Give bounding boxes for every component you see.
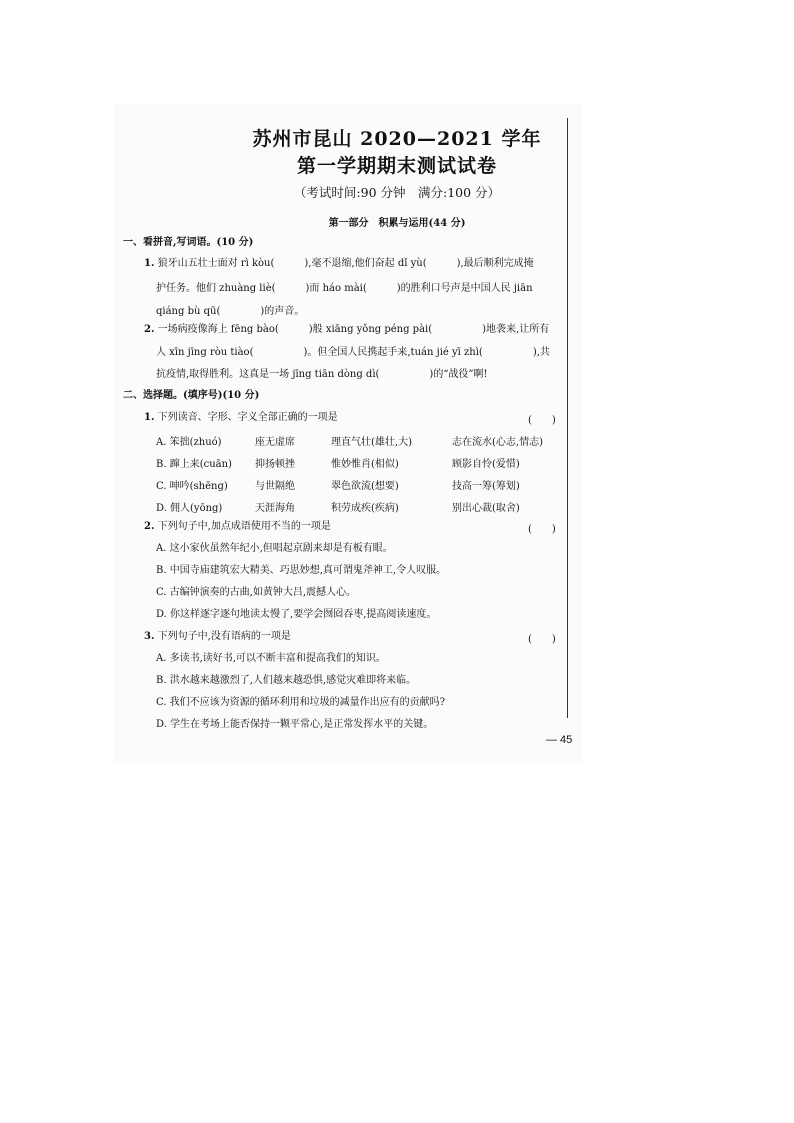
question-number: 1. — [144, 412, 155, 423]
answer-blank: ( ) — [528, 415, 556, 426]
option-line: C. 古编钟演奏的古曲,如黄钟大吕,震撼人心。 — [156, 587, 357, 598]
question-text: 狼牙山五壮士面对 rì kòu( ),毫不退缩,他们奋起 dǐ yù( ),最后顺利完成掩 — [157, 258, 534, 269]
option-cell: C. 呻吟(shēng) — [156, 481, 228, 492]
answer-blank: ( ) — [528, 524, 556, 535]
question-number: 2. — [144, 521, 155, 532]
option-cell: 别出心裁(取舍) — [452, 503, 520, 514]
option-cell: 积劳成疾(疾病) — [331, 503, 399, 514]
option-cell: B. 蹿上来(cuān) — [156, 459, 232, 470]
option-cell: D. 佣人(yōng) — [156, 503, 223, 514]
option-line: B. 洪水越来越激烈了,人们越来越恐惧,感觉灾难即将来临。 — [156, 675, 417, 686]
option-line: C. 我们不应该为资源的循环利用和垃圾的减量作出应有的贡献吗? — [156, 697, 446, 708]
question-1-1 — [144, 257, 534, 271]
option-line: D. 你这样逐字逐句地读太慢了,要学会囫囵吞枣,提高阅读速度。 — [156, 609, 437, 620]
part-title: 第一部分 积累与运用(44 分) — [328, 218, 466, 229]
section-2-heading: 二、选择题。(填序号)(10 分) — [123, 390, 260, 401]
option-cell: 技高一筹(筹划) — [452, 481, 520, 492]
question-text: 一场病疫像海上 fēng bào( )般 xiāng yǒng péng pài( )地袭来,让所有 — [157, 324, 550, 335]
question-2-3 — [144, 630, 291, 644]
option-line: A. 多读书,读好书,可以不断丰富和提高我们的知识。 — [156, 653, 386, 664]
question-number: 2. — [144, 324, 155, 335]
section-1-heading: 一、看拼音,写词语。(10 分) — [123, 237, 254, 248]
option-cell: 与世隔绝 — [255, 481, 295, 492]
option-cell: 惟妙惟肖(相似) — [331, 459, 399, 470]
exam-subtitle: 第一学期期末测试试卷 — [296, 155, 497, 177]
answer-blank: ( ) — [528, 634, 556, 645]
question-1-2-cont: 抗疫情,取得胜利。这真是一场 jīng tiān dòng dì( )的“战役”啊! — [156, 369, 488, 380]
option-cell: 天涯海角 — [255, 503, 295, 514]
binding-rule — [567, 118, 568, 718]
page-number: — 45 — [546, 734, 573, 746]
option-cell: A. 笨拙(zhuó) — [156, 437, 222, 448]
question-1-1-cont: qiáng bù qū( )的声音。 — [156, 306, 305, 317]
question-text: 下列读音、字形、字义全部正确的一项是 — [157, 412, 338, 423]
question-text: 下列句子中,没有语病的一项是 — [157, 631, 291, 642]
question-2-2 — [144, 520, 331, 534]
question-2-1 — [144, 411, 338, 425]
option-cell: 抑扬顿挫 — [255, 459, 295, 470]
option-line: A. 这小家伙虽然年纪小,但唱起京剧来却是有板有眼。 — [156, 543, 393, 554]
question-1-1-cont: 护任务。他们 zhuàng liè( )而 háo mài( )的胜利口号声是中国人民 jiān — [156, 283, 533, 294]
question-text: 下列句子中,加点成语使用不当的一项是 — [157, 521, 331, 532]
option-cell: 顾影自怜(爱惜) — [452, 459, 520, 470]
question-1-2-cont: 人 xīn jīng ròu tiào( )。但全国人民携起手来,tuán jié yī zhì( ),共 — [156, 347, 550, 358]
question-1-2 — [144, 323, 549, 337]
option-cell: 翠色欲流(想要) — [331, 481, 399, 492]
exam-info: （考试时间:90 分钟 满分:100 分） — [293, 185, 501, 200]
option-cell: 理直气壮(雄壮,大) — [331, 437, 412, 448]
option-cell: 志在流水(心志,情志) — [452, 437, 543, 448]
option-cell: 座无虚席 — [255, 437, 295, 448]
option-line: B. 中国寺庙建筑宏大精美、巧思妙想,真可谓鬼斧神工,令人叹服。 — [156, 565, 447, 576]
option-line: D. 学生在考场上能否保持一颗平常心,是正常发挥水平的关键。 — [156, 719, 434, 730]
question-number: 1. — [144, 258, 155, 269]
exam-title: 苏州市昆山 2020—2021 学年 — [252, 128, 542, 150]
question-number: 3. — [144, 631, 155, 642]
